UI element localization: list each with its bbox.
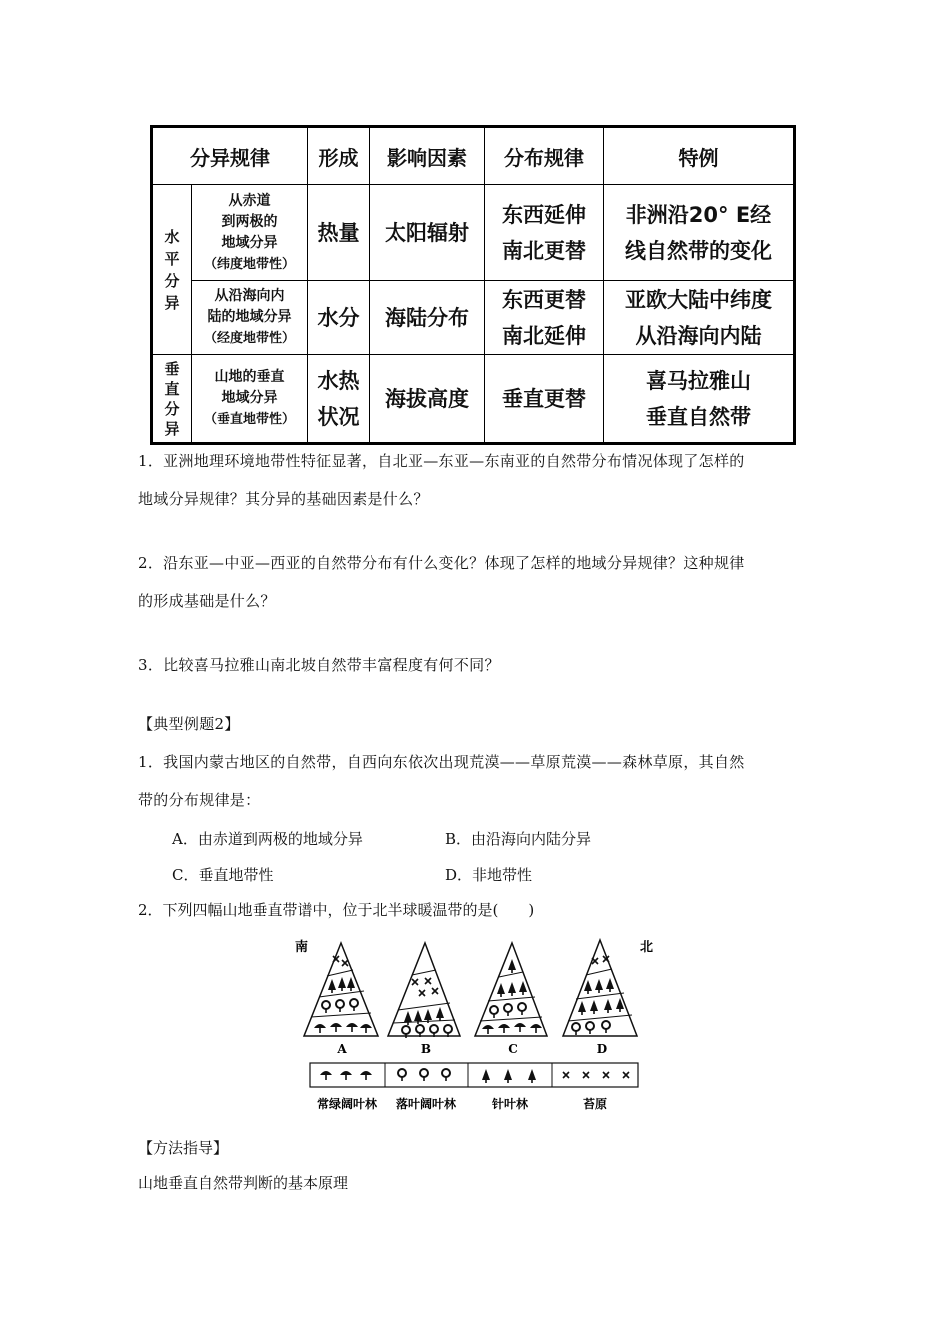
table-row bbox=[152, 355, 795, 444]
method-heading: 【方法指导】 bbox=[138, 1139, 229, 1157]
category-cell bbox=[152, 355, 192, 444]
subcategory-cell bbox=[192, 281, 308, 355]
cause-cell bbox=[308, 355, 370, 444]
header-cell: 形成 bbox=[308, 127, 370, 185]
legend-coniferous: 针叶林 bbox=[491, 1097, 529, 1111]
label-b: B bbox=[420, 1042, 432, 1056]
label-a: A bbox=[337, 1042, 347, 1056]
pattern-cell bbox=[485, 185, 604, 281]
mountain-a bbox=[304, 943, 378, 1036]
mountain-c bbox=[475, 943, 547, 1036]
legend-deciduous-broadleaf: 落叶阔叶林 bbox=[395, 1097, 457, 1111]
text-line: 地域分异 bbox=[221, 234, 278, 251]
option-a: A．由赤道到两极的地域分异 bbox=[172, 830, 363, 848]
text-line: 山地的垂直 bbox=[214, 369, 285, 385]
table-row bbox=[152, 281, 795, 355]
text-line: 非洲沿20° E经 bbox=[625, 202, 772, 227]
text-line: 地域分异规律？其分异的基础因素是什么？ bbox=[138, 490, 429, 508]
subcategory-cell bbox=[192, 185, 308, 281]
cause-cell: 水分 bbox=[308, 281, 370, 355]
label-c: C bbox=[508, 1042, 518, 1056]
south-label: 南 bbox=[295, 940, 309, 955]
zonation-table-container bbox=[150, 125, 793, 440]
text-line: 南北更替 bbox=[502, 238, 586, 263]
header-cell: 特例 bbox=[604, 127, 795, 185]
zonation-diagram bbox=[290, 935, 660, 1115]
option-d: D．非地带性 bbox=[445, 866, 533, 884]
text-line: 从沿海向内陆 bbox=[635, 323, 762, 348]
text-line: 的形成基础是什么？ bbox=[138, 592, 276, 610]
pattern-cell bbox=[485, 281, 604, 355]
method-text: 山地垂直自然带判断的基本原理 bbox=[138, 1174, 349, 1192]
example-cell bbox=[604, 355, 795, 444]
mountain-zonation-figure bbox=[290, 935, 660, 1115]
text-line: 南北延伸 bbox=[502, 323, 586, 348]
example2-heading: 【典型例题2】 bbox=[138, 715, 240, 733]
example2-question-1 bbox=[138, 743, 818, 819]
text-line: 3．比较喜马拉雅山南北坡自然带丰富程度有何不同？ bbox=[138, 656, 500, 674]
header-cell: 影响因素 bbox=[370, 127, 485, 185]
text-line: 从赤道 bbox=[228, 192, 271, 209]
text-line: 到两极的 bbox=[221, 213, 278, 230]
text-line: 地域分异 bbox=[221, 390, 278, 406]
label-d: D bbox=[596, 1042, 608, 1056]
text-line: （纬度地带性） bbox=[203, 256, 295, 272]
example-cell bbox=[604, 281, 795, 355]
text-line: 线自然带的变化 bbox=[625, 238, 772, 263]
question-2 bbox=[138, 544, 818, 620]
text-line: 喜马拉雅山 bbox=[646, 368, 751, 393]
table-row bbox=[152, 185, 795, 281]
question-3 bbox=[138, 646, 818, 684]
text-line: （经度地带性） bbox=[203, 331, 295, 346]
text-line: 带的分布规律是： bbox=[138, 791, 261, 809]
factor-cell: 太阳辐射 bbox=[370, 185, 485, 281]
header-cell: 分异规律 bbox=[152, 127, 308, 185]
mountain-d bbox=[563, 940, 637, 1036]
text-line: 从沿海向内 bbox=[214, 288, 285, 304]
header-cell: 分布规律 bbox=[485, 127, 604, 185]
factor-cell: 海陆分布 bbox=[370, 281, 485, 355]
table-header-row bbox=[152, 127, 795, 185]
text-line: 东西更替 bbox=[502, 287, 586, 312]
text-line: 状况 bbox=[317, 404, 360, 429]
text-line: （垂直地带性） bbox=[203, 412, 295, 427]
text-line: 水热 bbox=[317, 368, 360, 393]
text-line: 东西延伸 bbox=[502, 202, 586, 227]
example2-question-2: 2．下列四幅山地垂直带谱中，位于北半球暖温带的是( ) bbox=[138, 901, 535, 919]
pattern-cell: 垂直更替 bbox=[485, 355, 604, 444]
text-line: 2．沿东亚—中亚—西亚的自然带分布有什么变化？体现了怎样的地域分异规律？这种规律 bbox=[138, 554, 745, 572]
option-b: B．由沿海向内陆分异 bbox=[445, 830, 592, 848]
text-line: 垂直自然带 bbox=[646, 404, 751, 429]
question-1 bbox=[138, 442, 818, 518]
text-line: 陆的地域分异 bbox=[207, 309, 292, 325]
mountain-b bbox=[388, 943, 460, 1038]
cause-cell: 热量 bbox=[308, 185, 370, 281]
category-cell bbox=[152, 185, 192, 355]
text-line: 1．我国内蒙古地区的自然带，自西向东依次出现荒漠——草原荒漠——森林草原，其自然 bbox=[138, 753, 745, 771]
text-line: 亚欧大陆中纬度 bbox=[625, 287, 772, 312]
text-line: 1．亚洲地理环境地带性特征显著，自北亚—东亚—东南亚的自然带分布情况体现了怎样的 bbox=[138, 452, 745, 470]
factor-cell: 海拔高度 bbox=[370, 355, 485, 444]
zonation-table bbox=[150, 125, 796, 445]
legend-evergreen-broadleaf: 常绿阔叶林 bbox=[316, 1097, 378, 1111]
category-label: 垂直分异 bbox=[164, 359, 180, 438]
north-label: 北 bbox=[640, 940, 654, 955]
legend-tundra: 苔原 bbox=[582, 1097, 608, 1111]
option-c: C．垂直地带性 bbox=[172, 866, 274, 884]
subcategory-cell bbox=[192, 355, 308, 444]
legend bbox=[310, 1063, 638, 1111]
category-label: 水平分异 bbox=[164, 227, 180, 312]
example-cell bbox=[604, 185, 795, 281]
